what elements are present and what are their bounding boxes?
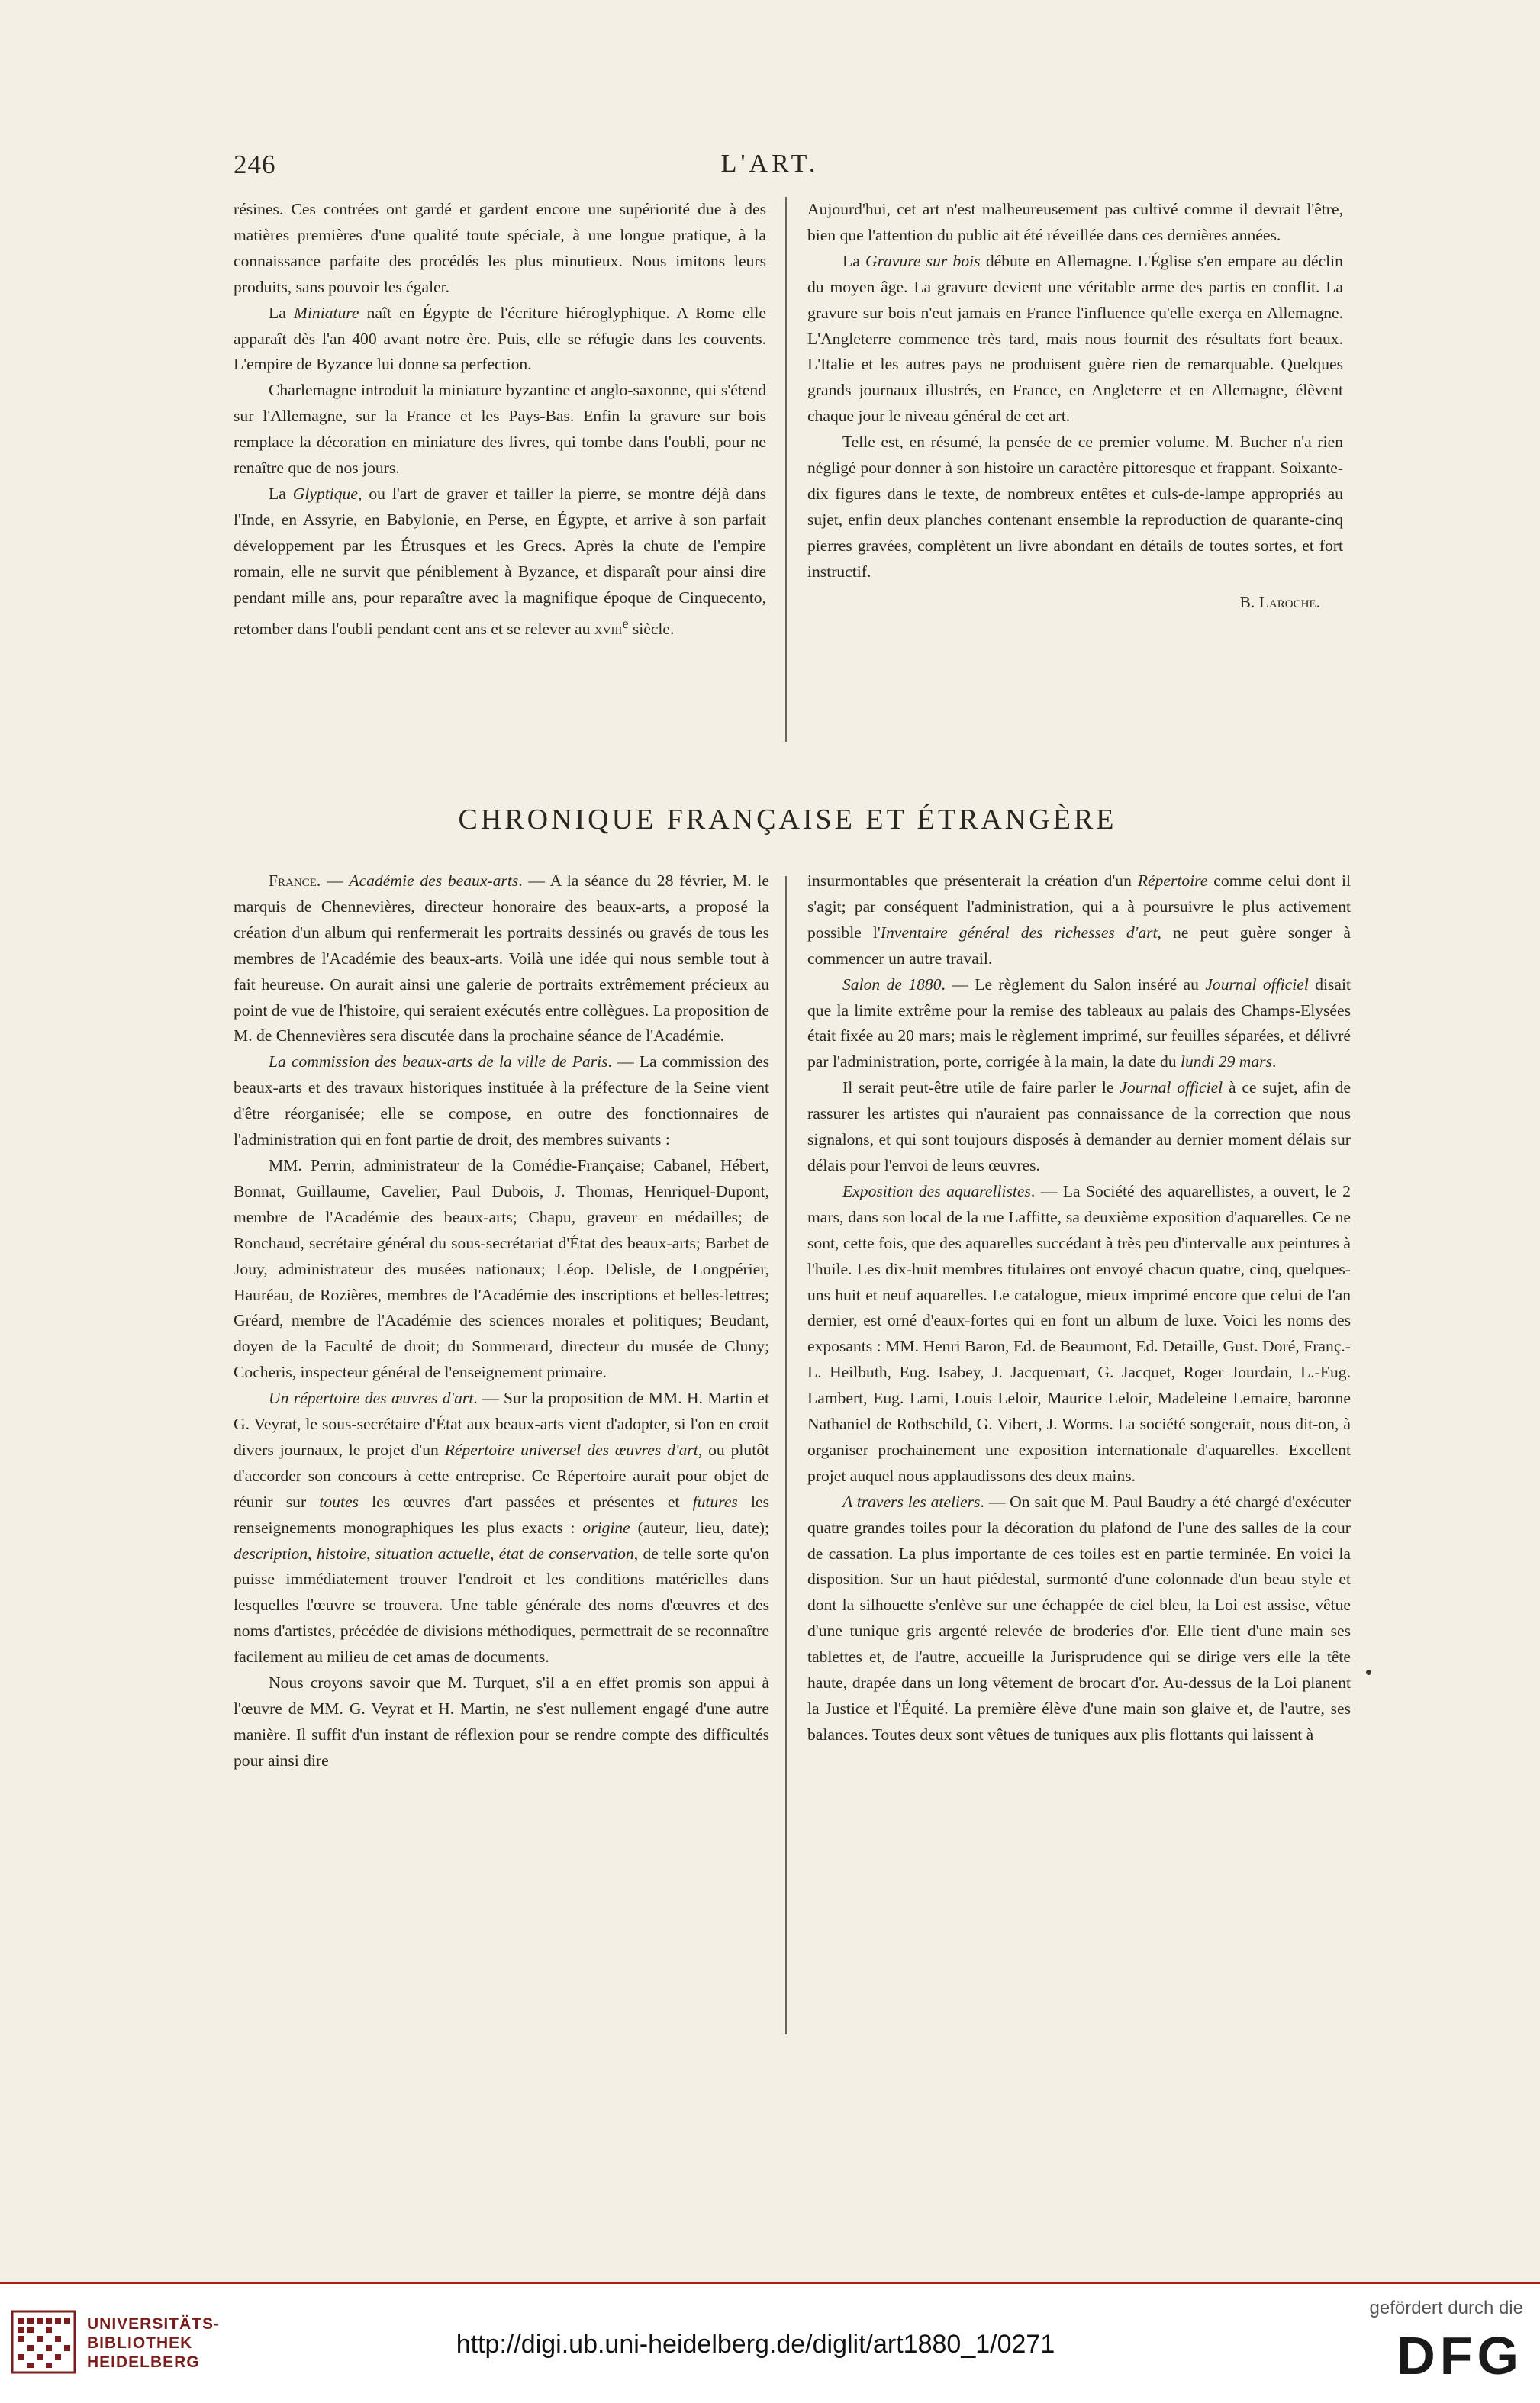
paragraph: A travers les ateliers. — On sait que M. Paul Baudry a été chargé d'exécuter quatre grandes toiles pour la décoration du plafond de l'une des salles de la cour de cassation. La plus importante de ces toiles est en partie terminée. En voici la disposition. Sur un haut piédestal, surmonté d'une colonnade d'un beau style et dont la silhouette s'enlève sur une échappée de ciel bleu, la Loi est assise, vêtue d'une tunique gris argenté relevée de broderies d'or. Elle tient d'une main ses tablettes et, de l'autre, accueille la Jurisprudence qui se dirige vers elle la tête haute, drapée dans un long vêtement de brocart d'or. Au-dessus de la Loi planent la Justice et l'Équité. La première élève d'une main son glaive et, de l'autre, ses balances. Toutes deux sont vêtues de tuniques aux plis flottants qui laissent à (807, 1492, 1351, 1744)
institution-line: BIBLIOTHEK (87, 2334, 193, 2352)
paragraph: Charlemagne introduit la miniature byzantine et anglo-saxonne, qui s'étend sur l'Allemagne, sur la France et les Pays-Bas. Enfin la gravure sur bois remplace la décoration en miniature des livres, qui tombe dans l'oubli, pour ne renaître que de nos jours. (234, 381, 766, 478)
university-seal-icon (11, 2310, 76, 2374)
permalink-url[interactable]: http://digi.ub.uni-heidelberg.de/diglit/art1880_1/0271 (456, 2330, 1055, 2359)
institution-line: UNIVERSITÄTS- (87, 2315, 221, 2333)
paragraph: Aujourd'hui, cet art n'est malheureusement pas cultivé comme il devrait l'être, bien que l'attention du public ait été réveillée dans ces dernières années. (807, 200, 1343, 244)
column-divider (785, 876, 787, 2034)
page-header (234, 150, 1306, 188)
institution-line: HEIDELBERG (87, 2353, 200, 2371)
paragraph: Exposition des aquarellistes. — La Société des aquarellistes, a ouvert, le 2 mars, dans son local de la rue Laffitte, sa deuxième exposition d'aquarelles. Ce ne sont, cette fois, que des aquarelles succédant à très peu d'intervalle aux peintures à l'huile. Les dix-huit membres titulaires ont envoyé chacun quatre, cinq, quelques-uns huit et neuf aquarelles. Le catalogue, mieux imprimé encore que celui de l'an dernier, est orné d'eaux-fortes qui en font un album de luxe. Voici les noms des exposants : MM. Henri Baron, Ed. de Beaumont, Ed. Detaille, Gust. Doré, Franç.-L. Heilbuth, Eug. Isabey, J. Jacquemart, G. Jacquet, Roger Jourdain, L.-Eug. Lambert, Eug. Lami, Louis Leloir, Maurice Leloir, Madeleine Lemaire, baronne Nathaniel de Rothschild, G. Vibert, J. Worms. La société songerait, nous dit-on, à organiser prochainement une exposition internationale d'aquarelles. Excellent projet auquel nous applaudissons des deux mains. (807, 1181, 1351, 1485)
dfg-logo: DFG (1397, 2326, 1523, 2385)
paragraph: Il serait peut-être utile de faire parler le Journal officiel à ce sujet, afin de rassurer les artistes qui n'auraient pas connaissance de la correction que nous signalons, et qui sont toujours disposés à demander au dernier moment délais sur délais pour l'envoi de leurs œuvres. (807, 1078, 1351, 1174)
top-left-column (234, 197, 766, 643)
paragraph: Telle est, en résumé, la pensée de ce premier volume. M. Bucher n'a rien négligé pour donner à son histoire un caractère pittoresque et frappant. Soixante-dix figures dans le texte, de nombreux entêtes et culs-de-lampe appropriés au sujet, enfin deux planches contenant ensemble la reproduction de quarante-cinq pierres gravées, complètent un livre abondant en détails de toutes sortes, et fort instructif. (807, 433, 1343, 581)
institution-name (87, 2314, 220, 2372)
top-right-column (807, 197, 1343, 616)
running-title: L'ART. (720, 150, 820, 178)
column-divider (785, 197, 787, 742)
page-number: 246 (234, 150, 276, 179)
margin-dot (1366, 1670, 1371, 1675)
paragraph: France. — Académie des beaux-arts. — A la séance du 28 février, M. le marquis de Chennevières, directeur honoraire des beaux-arts, a proposé la création d'un album qui renfermerait les portraits dessinés ou gravés de tous les membres de l'Académie des beaux-arts. Voilà une idée qui nous semble tout à fait heureuse. On aurait ainsi une galerie de portraits extrêmement précieux au point de vue de l'histoire, qui seraient exécutés entre collègues. La proposition de M. de Chennevières sera discutée dans la prochaine séance de l'Académie. (234, 871, 769, 1045)
paragraph: Salon de 1880. — Le règlement du Salon inséré au Journal officiel disait que la limite extrême pour la remise des tableaux au palais des Champs-Elysées était fixée au 20 mars; mais le règlement imprimé, sur feuilles séparées, et délivré par l'administration, porte, corrigée à la main, la date du lundi 29 mars. (807, 974, 1351, 1071)
section-title: CHRONIQUE FRANÇAISE ET ÉTRANGÈRE (458, 804, 1117, 836)
paragraph: La Miniature naît en Égypte de l'écriture hiéroglyphique. A Rome elle apparaît dès l'an 400 avant notre ère. Puis, elle se réfugie dans les couvents. L'empire de Byzance lui donne sa perfection. (234, 303, 766, 374)
paragraph: résines. Ces contrées ont gardé et gardent encore une supériorité due à des matières premières d'une qualité toute spéciale, à une longue pratique, à la connaissance parfaite des procédés les plus minutieux. Nous imitons leurs produits, sans pouvoir les égaler. (234, 200, 766, 296)
paragraph: insurmontables que présenterait la création d'un Répertoire comme celui dont il s'agit; par conséquent l'administration, qui a à poursuivre le plus activement possible l'Inventaire général des richesses d'art, ne peut guère songer à commencer un autre travail. (807, 871, 1351, 968)
funder-label: gefördert durch die (1369, 2298, 1523, 2318)
paragraph: La Gravure sur bois débute en Allemagne. L'Église s'en empare au déclin du moyen âge. La gravure devient une véritable arme des partis en conflit. La gravure sur bois n'eut jamais en France l'influence qu'elle exerça en Allemagne. L'Angleterre commence très tard, mais nous fournit des résultats fort beaux. L'Italie et les autres pays ne produisent guère rien de remarquable. Quelques grands journaux illustrés, en France, en Angleterre et en Allemagne, élèvent chaque jour le niveau général de cet art. (807, 251, 1343, 426)
viewer-footer (0, 2282, 1540, 2403)
paragraph: La commission des beaux-arts de la ville de Paris. — La commission des beaux-arts et des travaux historiques instituée à la préfecture de la Seine vient d'être réorganisée; elle se compose, en outre des fonctionnaires de l'administration qui en font partie de droit, des membres suivants : (234, 1052, 769, 1149)
bottom-right-column (807, 868, 1351, 1748)
paragraph: Un répertoire des œuvres d'art. — Sur la proposition de MM. H. Martin et G. Veyrat, le sous-secrétaire d'État aux beaux-arts vient d'adopter, si l'on en croit divers journaux, le projet d'un Répertoire universel des œuvres d'art, ou plutôt d'accorder son concours à cette entreprise. Ce Répertoire aurait pour objet de réunir sur toutes les œuvres d'art passées et présentes et futures les renseignements monographiques les plus exacts : origine (auteur, lieu, date); description, histoire, situation actuelle, état de conservation, de telle sorte qu'on puisse immédiatement trouver l'endroit et les conditions matérielles dans lesquelles l'œuvre se trouvera. Une table générale des noms d'œuvres et des noms d'artistes, précédée de divisions méthodiques, permettrait de se reconnaître facilement au milieu de cet amas de documents. (234, 1389, 770, 1667)
paragraph: MM. Perrin, administrateur de la Comédie-Française; Cabanel, Hébert, Bonnat, Guillaume, Cavelier, Paul Dubois, J. Thomas, Henriquel-Dupont, membre de l'Académie des beaux-arts; Chapu, graveur en médailles; de Ronchaud, secrétaire général du sous-secrétariat d'État des beaux-arts; Barbet de Jouy, administrateur des musées nationaux; Léop. Delisle, de Longpérier, Hauréau, de Rozières, membres de l'Académie des inscriptions et belles-lettres; Gréard, membre de l'Académie des sciences morales et politiques; Beudant, doyen de la Faculté de droit; du Sommerard, directeur du musée de Cluny; Cocheris, inspecteur général de l'enseignement primaire. (234, 1155, 769, 1382)
bottom-left-column (234, 868, 769, 1774)
paragraph: La Glyptique, ou l'art de graver et tailler la pierre, se montre déjà dans l'Inde, en Assyrie, en Babylonie, en Perse, en Égypte, et arrive à son parfait développement par les Étrusques et les Grecs. Après la chute de l'empire romain, elle ne survit que péniblement à Byzance, et disparaît pour ainsi dire pendant mille ans, pour reparaître avec la magnifique époque de Cinquecento, retomber dans l'oubli pendant cent ans et se relever au xviii$^e$ siècle. (234, 484, 766, 638)
paragraph: Nous croyons savoir que M. Turquet, s'il a en effet promis son appui à l'œuvre de MM. G. Veyrat et H. Martin, ne s'est nullement engagé d'une autre manière. Il suffit d'un instant de réflexion pour se rendre compte des difficultés pour ainsi dire (234, 1673, 769, 1770)
author-signature: B. Laroche. (1239, 592, 1320, 611)
